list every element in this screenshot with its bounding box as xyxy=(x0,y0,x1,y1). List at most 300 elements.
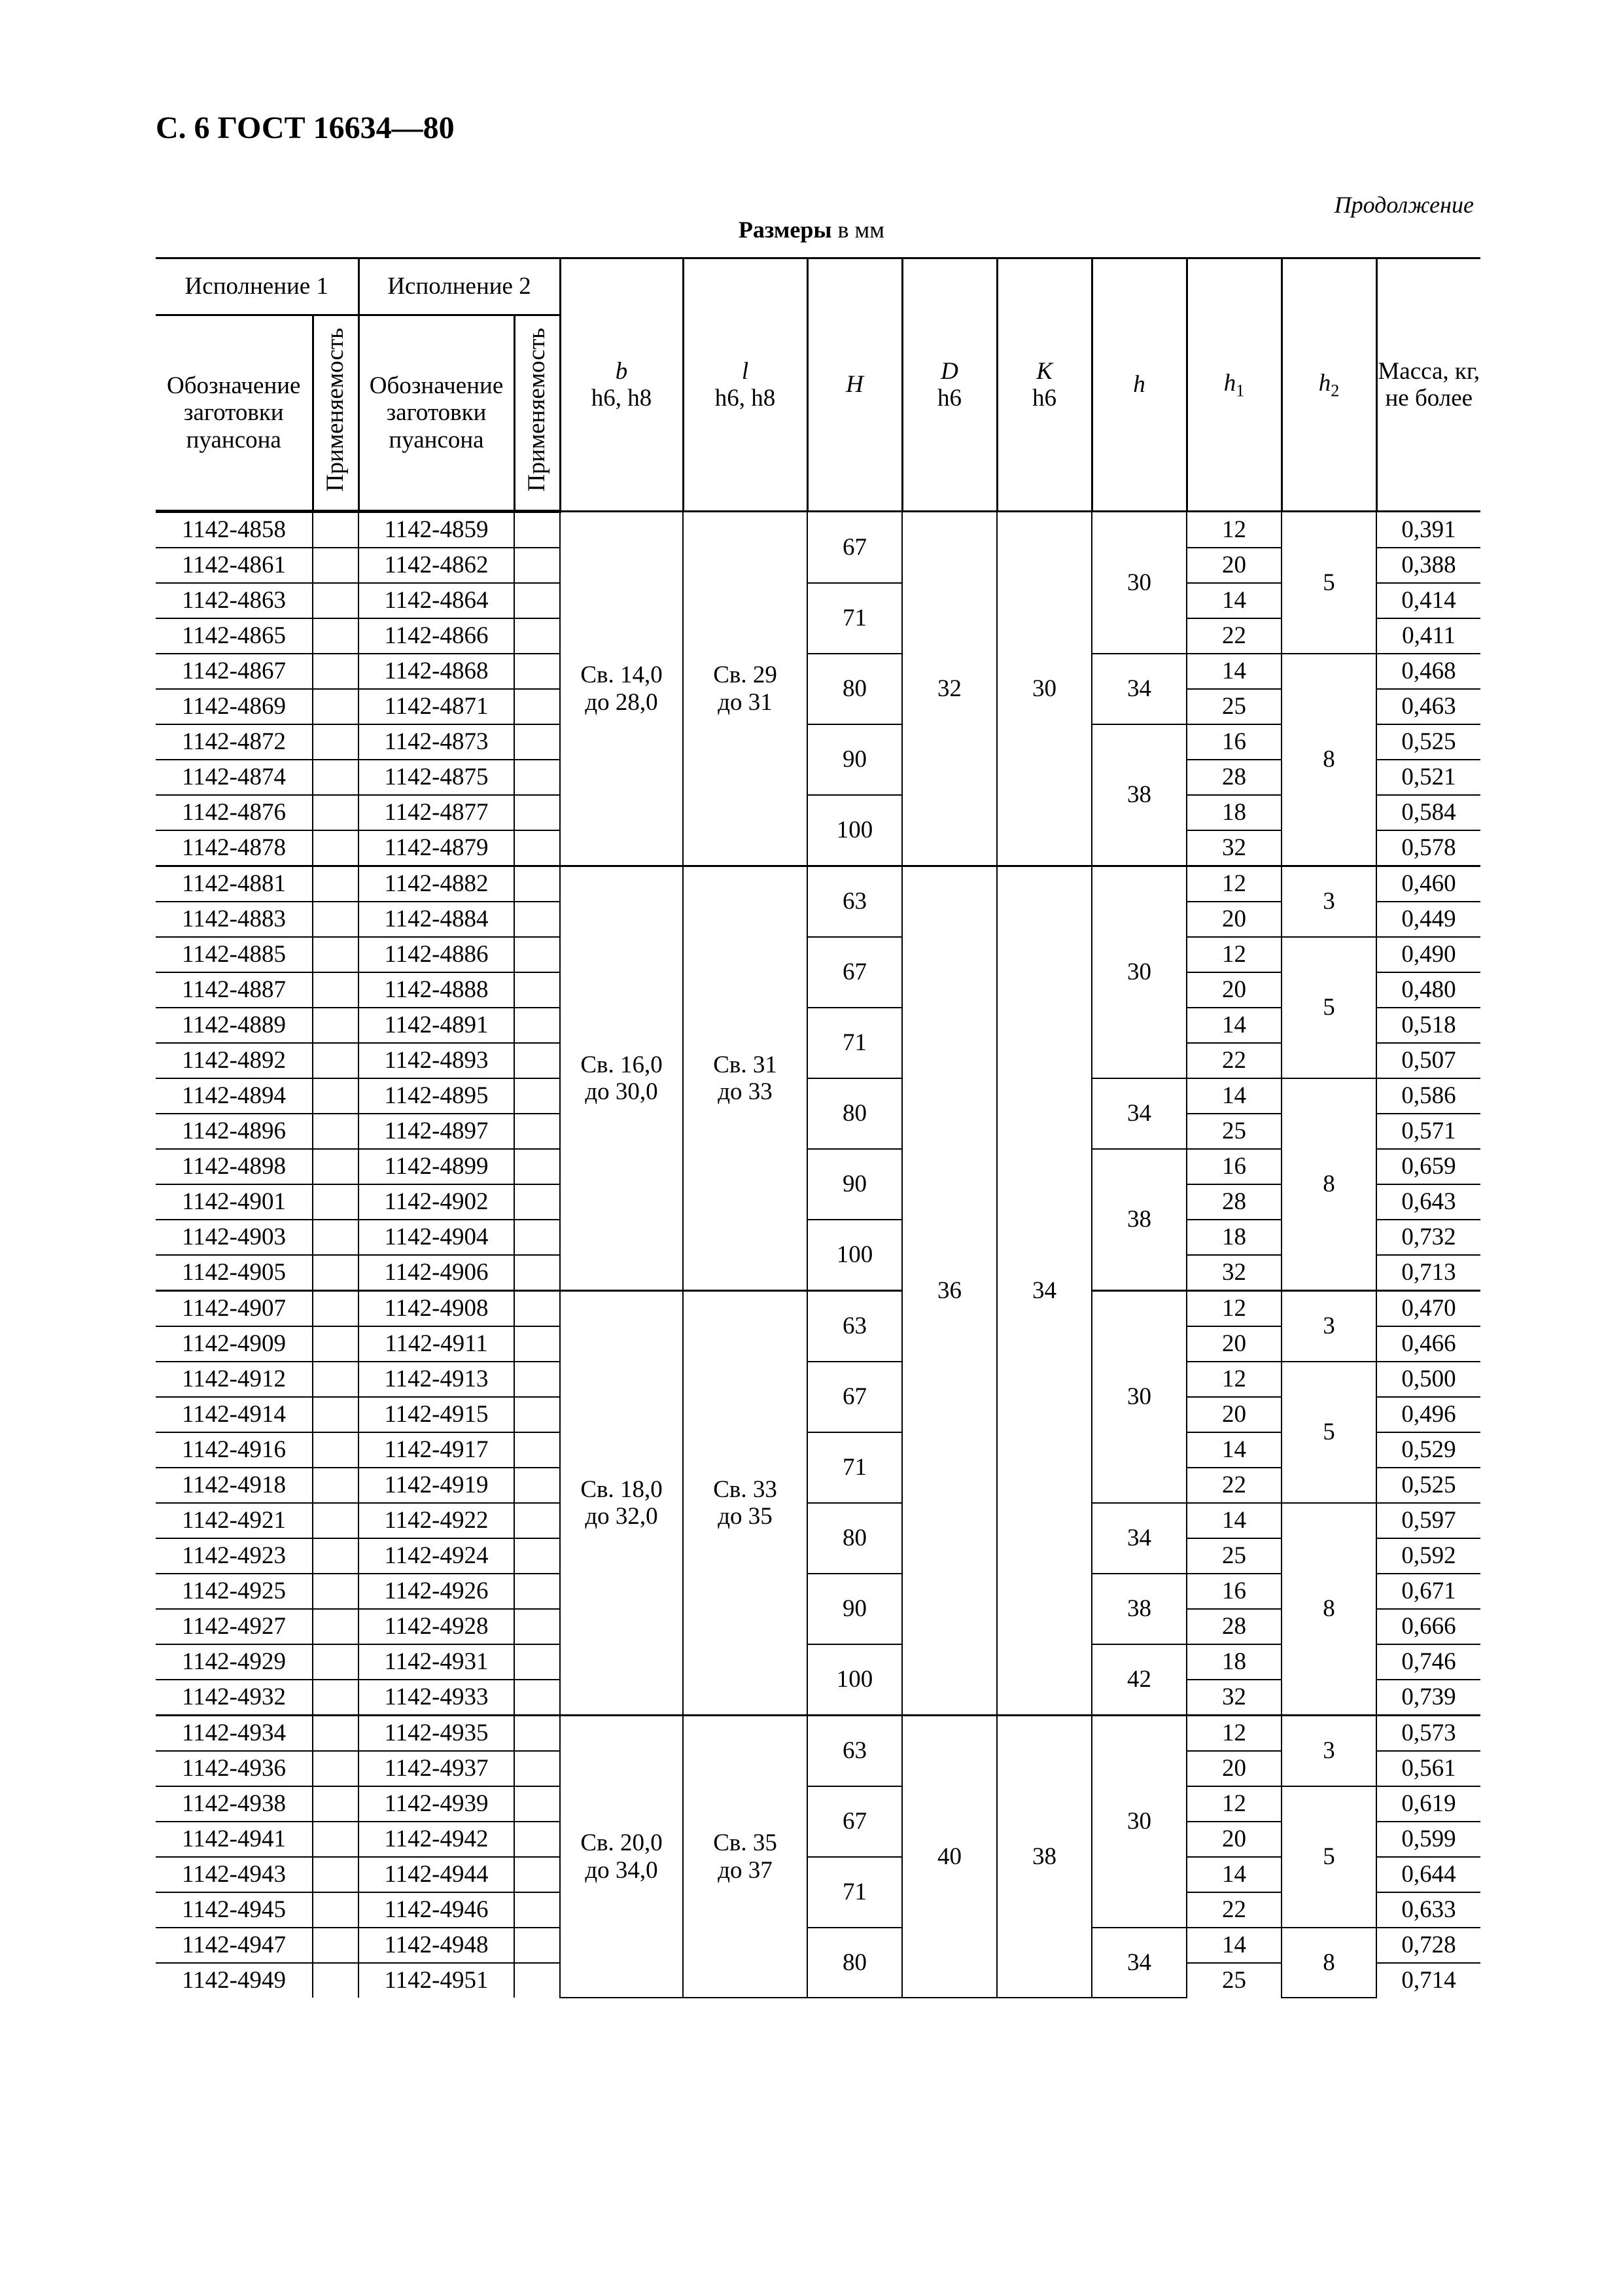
h-value-cell: 30 xyxy=(1092,866,1187,1079)
h1-value-cell: 25 xyxy=(1187,1114,1282,1149)
designation-exec1-cell: 1142-4876 xyxy=(156,795,313,830)
header-execution-2: Исполнение 2 xyxy=(358,258,560,315)
designation-exec1-cell: 1142-4947 xyxy=(156,1928,313,1963)
applicability-exec2-cell xyxy=(514,1220,560,1255)
designation-exec2-cell: 1142-4882 xyxy=(358,866,514,902)
designation-exec2-cell: 1142-4931 xyxy=(358,1644,514,1680)
designation-exec1-cell: 1142-4883 xyxy=(156,902,313,937)
applicability-exec2-cell xyxy=(514,760,560,795)
applicability-exec1-cell xyxy=(313,512,358,548)
table-row xyxy=(156,1716,1480,1752)
table-row xyxy=(156,1503,1480,1538)
h1-value-cell: 16 xyxy=(1187,724,1282,760)
designation-exec1-cell: 1142-4912 xyxy=(156,1362,313,1397)
H-value-cell: 90 xyxy=(807,1149,902,1220)
designation-exec1-cell: 1142-4867 xyxy=(156,654,313,689)
applicability-exec2-cell xyxy=(514,548,560,583)
D-value-cell: 32 xyxy=(902,512,997,866)
mass-value-cell: 0,739 xyxy=(1376,1680,1480,1716)
designation-exec1-cell: 1142-4945 xyxy=(156,1892,313,1928)
header-H xyxy=(807,258,902,512)
h1-value-cell: 18 xyxy=(1187,1644,1282,1680)
applicability-exec1-cell xyxy=(313,654,358,689)
designation-exec1-cell: 1142-4938 xyxy=(156,1786,313,1822)
h-value-cell: 42 xyxy=(1092,1644,1187,1716)
h1-value-cell: 20 xyxy=(1187,548,1282,583)
h-value-cell: 34 xyxy=(1092,1503,1187,1574)
header-l xyxy=(683,258,807,512)
designation-exec2-cell: 1142-4866 xyxy=(358,618,514,654)
designation-exec2-cell: 1142-4922 xyxy=(358,1503,514,1538)
applicability-exec1-cell xyxy=(313,1892,358,1928)
mass-value-cell: 0,500 xyxy=(1376,1362,1480,1397)
mass-value-cell: 0,525 xyxy=(1376,724,1480,760)
mass-value-cell: 0,496 xyxy=(1376,1397,1480,1432)
applicability-exec2-cell xyxy=(514,689,560,724)
h1-value-cell: 22 xyxy=(1187,1043,1282,1078)
applicability-exec2-cell xyxy=(514,795,560,830)
designation-exec1-cell: 1142-4943 xyxy=(156,1857,313,1892)
mass-value-cell: 0,388 xyxy=(1376,548,1480,583)
b-range-cell-line1: Св. 20,0 xyxy=(580,1829,663,1857)
l-range-cell-line2: до 35 xyxy=(718,1503,773,1530)
mass-value-cell: 0,586 xyxy=(1376,1078,1480,1114)
h1-value-cell: 20 xyxy=(1187,1822,1282,1857)
H-value-cell: 67 xyxy=(807,512,902,584)
applicability-exec1-cell xyxy=(313,1680,358,1716)
mass-value-cell: 0,470 xyxy=(1376,1291,1480,1327)
applicability-exec2-cell xyxy=(514,1114,560,1149)
mass-value-cell: 0,659 xyxy=(1376,1149,1480,1184)
h1-value-cell: 28 xyxy=(1187,1609,1282,1644)
h2-value-cell: 5 xyxy=(1282,1786,1376,1928)
mass-value-cell: 0,490 xyxy=(1376,937,1480,972)
mass-value-cell: 0,414 xyxy=(1376,583,1480,618)
h1-value-cell: 16 xyxy=(1187,1149,1282,1184)
designation-exec1-cell: 1142-4907 xyxy=(156,1291,313,1327)
designation-exec1-cell: 1142-4894 xyxy=(156,1078,313,1114)
header-applicability-2 xyxy=(514,315,560,512)
designation-exec1-cell: 1142-4872 xyxy=(156,724,313,760)
designation-exec2-cell: 1142-4911 xyxy=(358,1326,514,1362)
D-value-cell: 40 xyxy=(902,1716,997,1998)
applicability-exec1-cell xyxy=(313,618,358,654)
header-l-tolerance: h6, h8 xyxy=(714,385,776,412)
table-row xyxy=(156,1362,1480,1397)
header-D-tolerance: h6 xyxy=(937,385,962,412)
designation-exec1-cell: 1142-4863 xyxy=(156,583,313,618)
l-range-cell-line1: Св. 29 xyxy=(713,662,777,689)
designation-exec1-cell: 1142-4923 xyxy=(156,1538,313,1574)
b-range-cell xyxy=(560,1291,683,1716)
mass-value-cell: 0,573 xyxy=(1376,1716,1480,1752)
table-row xyxy=(156,512,1480,548)
h2-value-cell: 8 xyxy=(1282,1928,1376,1998)
header-D-symbol: D xyxy=(941,357,958,385)
h1-value-cell: 32 xyxy=(1187,830,1282,866)
header-h xyxy=(1092,258,1187,512)
designation-exec1-cell: 1142-4865 xyxy=(156,618,313,654)
K-value-cell: 34 xyxy=(997,866,1092,1716)
designation-exec2-cell: 1142-4908 xyxy=(358,1291,514,1327)
designation-exec2-cell: 1142-4884 xyxy=(358,902,514,937)
b-range-cell-line1: Св. 14,0 xyxy=(580,662,663,689)
designation-exec1-cell: 1142-4934 xyxy=(156,1716,313,1752)
h1-value-cell: 14 xyxy=(1187,1857,1282,1892)
designation-exec1-cell: 1142-4909 xyxy=(156,1326,313,1362)
designation-exec2-cell: 1142-4897 xyxy=(358,1114,514,1149)
mass-value-cell: 0,507 xyxy=(1376,1043,1480,1078)
designation-exec1-cell: 1142-4901 xyxy=(156,1184,313,1220)
designation-exec2-cell: 1142-4951 xyxy=(384,1967,489,1994)
b-range-cell-line2: до 30,0 xyxy=(585,1078,658,1105)
header-K xyxy=(997,258,1092,512)
designation-exec1-cell: 1142-4881 xyxy=(156,866,313,902)
applicability-exec1-cell xyxy=(313,1857,358,1892)
h1-value-cell: 12 xyxy=(1187,1716,1282,1752)
units-caption xyxy=(0,216,1623,243)
designation-exec2-cell: 1142-4899 xyxy=(358,1149,514,1184)
applicability-exec1-cell xyxy=(313,724,358,760)
applicability-exec2-cell xyxy=(514,1008,560,1043)
h1-value-cell: 20 xyxy=(1187,972,1282,1008)
designation-exec2-cell: 1142-4946 xyxy=(358,1892,514,1928)
header-b-tolerance: h6, h8 xyxy=(591,385,652,412)
b-range-cell-line2: до 32,0 xyxy=(585,1503,658,1530)
designation-exec1-cell: 1142-4885 xyxy=(156,937,313,972)
applicability-exec2-cell xyxy=(514,1538,560,1574)
mass-value-cell: 0,643 xyxy=(1376,1184,1480,1220)
designation-exec2-cell: 1142-4886 xyxy=(358,937,514,972)
header-applicability-1 xyxy=(313,315,358,512)
applicability-exec2-cell xyxy=(514,1468,560,1503)
h-value-cell: 38 xyxy=(1092,1149,1187,1291)
h1-value-cell: 32 xyxy=(1187,1255,1282,1291)
l-range-cell xyxy=(683,512,807,866)
h-value-cell: 34 xyxy=(1092,1928,1187,1998)
h1-value-cell: 32 xyxy=(1187,1680,1282,1716)
mass-value-cell: 0,411 xyxy=(1376,618,1480,654)
designation-exec2-cell: 1142-4935 xyxy=(358,1716,514,1752)
mass-value-cell: 0,466 xyxy=(1376,1326,1480,1362)
header-h2-subscript: 2 xyxy=(1331,381,1340,400)
mass-value-cell: 0,584 xyxy=(1376,795,1480,830)
h1-value-cell: 14 xyxy=(1187,654,1282,689)
applicability-exec1-cell xyxy=(313,1751,358,1786)
table-row xyxy=(156,937,1480,972)
header-h1-subscript: 1 xyxy=(1236,381,1245,400)
table-row xyxy=(156,866,1480,902)
H-value-cell: 71 xyxy=(807,583,902,654)
H-value-cell: 80 xyxy=(807,1503,902,1574)
h1-value-cell: 25 xyxy=(1187,1963,1282,1998)
h1-value-cell: 14 xyxy=(1187,1008,1282,1043)
applicability-exec2-cell xyxy=(514,1644,560,1680)
mass-value-cell: 0,633 xyxy=(1376,1892,1480,1928)
h-value-cell: 38 xyxy=(1092,724,1187,866)
h1-value-cell: 14 xyxy=(1187,1928,1282,1963)
applicability-exec1-cell xyxy=(313,689,358,724)
header-b xyxy=(560,258,683,512)
mass-value-cell: 0,728 xyxy=(1376,1928,1480,1963)
applicability-exec2-cell xyxy=(514,830,560,866)
h2-value-cell: 8 xyxy=(1282,1503,1376,1716)
applicability-exec1-cell xyxy=(313,1432,358,1468)
applicability-exec1-cell xyxy=(313,1397,358,1432)
mass-value-cell: 0,746 xyxy=(1376,1644,1480,1680)
applicability-exec1-cell xyxy=(313,795,358,830)
applicability-exec1-cell xyxy=(313,1149,358,1184)
applicability-exec1-cell xyxy=(313,937,358,972)
designation-exec2-cell: 1142-4937 xyxy=(358,1751,514,1786)
applicability-exec2-cell xyxy=(514,1326,560,1362)
header-designation-2: Обозначение заготовки пуансона xyxy=(358,315,514,512)
header-K-symbol: K xyxy=(1036,357,1053,385)
applicability-exec1-cell xyxy=(313,1043,358,1078)
header-h2-symbol: h xyxy=(1318,369,1331,397)
l-range-cell-line1: Св. 33 xyxy=(713,1475,777,1503)
applicability-exec1-cell xyxy=(313,1114,358,1149)
h1-value-cell: 14 xyxy=(1187,583,1282,618)
designation-exec2-cell: 1142-4924 xyxy=(358,1538,514,1574)
applicability-exec2-cell xyxy=(514,618,560,654)
applicability-exec2-cell xyxy=(514,972,560,1008)
h1-value-cell: 22 xyxy=(1187,1892,1282,1928)
designation-exec1-cell: 1142-4914 xyxy=(156,1397,313,1432)
designation-exec1-cell: 1142-4925 xyxy=(156,1574,313,1609)
designation-exec1-cell: 1142-4918 xyxy=(156,1468,313,1503)
b-range-cell-line1: Св. 16,0 xyxy=(580,1051,663,1078)
applicability-exec1-cell xyxy=(313,1963,358,1998)
applicability-exec1-cell xyxy=(313,1008,358,1043)
header-applicability-1-text: Применяемость xyxy=(322,328,349,492)
table-row xyxy=(156,1928,1480,1963)
page-header: С. 6 ГОСТ 16634—80 xyxy=(156,111,455,145)
mass-value-cell: 0,460 xyxy=(1376,866,1480,902)
h2-value-cell: 3 xyxy=(1282,866,1376,938)
h1-value-cell: 16 xyxy=(1187,1574,1282,1609)
mass-value-cell: 0,529 xyxy=(1376,1432,1480,1468)
designation-exec2-cell: 1142-4933 xyxy=(358,1680,514,1716)
table-row xyxy=(156,654,1480,689)
applicability-exec1-cell xyxy=(313,1184,358,1220)
h1-value-cell: 22 xyxy=(1187,618,1282,654)
applicability-exec1-cell xyxy=(313,972,358,1008)
header-h1-symbol: h xyxy=(1223,369,1236,397)
designation-exec1-cell: 1142-4949 xyxy=(182,1967,286,1994)
units-caption-bold: Размеры xyxy=(738,217,832,243)
applicability-exec1-cell xyxy=(313,902,358,937)
applicability-exec1-cell xyxy=(313,1822,358,1857)
H-value-cell: 67 xyxy=(807,1362,902,1432)
designation-exec2-cell: 1142-4895 xyxy=(358,1078,514,1114)
designation-exec1-cell: 1142-4869 xyxy=(156,689,313,724)
designation-exec2-cell: 1142-4904 xyxy=(358,1220,514,1255)
mass-value-cell: 0,518 xyxy=(1376,1008,1480,1043)
l-range-cell-line1: Св. 31 xyxy=(713,1051,777,1078)
table-row xyxy=(156,1291,1480,1327)
h-value-cell: 34 xyxy=(1092,654,1187,724)
h-value-cell: 30 xyxy=(1092,512,1187,654)
h1-value-cell: 20 xyxy=(1187,1751,1282,1786)
designation-exec1-cell: 1142-4941 xyxy=(156,1822,313,1857)
designation-exec2-cell: 1142-4893 xyxy=(358,1043,514,1078)
H-value-cell: 100 xyxy=(807,795,902,866)
h1-value-cell: 14 xyxy=(1187,1078,1282,1114)
H-value-cell: 63 xyxy=(807,866,902,938)
H-value-cell: 71 xyxy=(807,1008,902,1078)
b-range-cell xyxy=(560,1716,683,1998)
applicability-exec2-cell xyxy=(514,1857,560,1892)
b-range-cell-line1: Св. 18,0 xyxy=(580,1475,663,1503)
h-value-cell: 30 xyxy=(1092,1716,1187,1928)
mass-value-cell: 0,671 xyxy=(1376,1574,1480,1609)
applicability-exec2-cell xyxy=(514,1397,560,1432)
designation-exec2-cell: 1142-4877 xyxy=(358,795,514,830)
applicability-exec2-cell xyxy=(514,1043,560,1078)
mass-value-cell: 0,644 xyxy=(1376,1857,1480,1892)
applicability-exec1-cell xyxy=(313,760,358,795)
h-value-cell: 30 xyxy=(1092,1291,1187,1504)
K-value-cell: 38 xyxy=(997,1716,1092,1998)
designation-exec2-cell: 1142-4875 xyxy=(358,760,514,795)
mass-value-cell: 0,713 xyxy=(1376,1255,1480,1291)
h1-value-cell: 25 xyxy=(1187,1538,1282,1574)
h1-value-cell: 22 xyxy=(1187,1468,1282,1503)
mass-value-cell: 0,599 xyxy=(1376,1822,1480,1857)
H-value-cell: 90 xyxy=(807,724,902,795)
h2-value-cell: 3 xyxy=(1282,1291,1376,1362)
h1-value-cell: 28 xyxy=(1187,760,1282,795)
l-range-cell xyxy=(683,1291,807,1716)
h-value-cell: 38 xyxy=(1092,1574,1187,1644)
applicability-exec1-cell xyxy=(313,1326,358,1362)
designation-exec1-cell: 1142-4858 xyxy=(156,512,313,548)
h-value-cell: 34 xyxy=(1092,1078,1187,1149)
designation-exec1-cell: 1142-4905 xyxy=(156,1255,313,1291)
H-value-cell: 67 xyxy=(807,937,902,1008)
designation-exec1-cell: 1142-4921 xyxy=(156,1503,313,1538)
l-range-cell xyxy=(683,866,807,1291)
mass-value-cell: 0,521 xyxy=(1376,760,1480,795)
h1-value-cell: 28 xyxy=(1187,1184,1282,1220)
l-range-cell xyxy=(683,1716,807,1998)
b-range-cell-line2: до 28,0 xyxy=(585,688,658,716)
applicability-exec2-cell xyxy=(514,1078,560,1114)
header-execution-1: Исполнение 1 xyxy=(156,258,358,315)
designation-exec2-cell: 1142-4913 xyxy=(358,1362,514,1397)
continuation-label: Продолжение xyxy=(1334,192,1474,218)
applicability-exec2-cell xyxy=(514,654,560,689)
designation-exec1-cell: 1142-4878 xyxy=(156,830,313,866)
header-D xyxy=(902,258,997,512)
l-range-cell-line2: до 31 xyxy=(718,688,773,716)
designation-exec1-cell: 1142-4887 xyxy=(156,972,313,1008)
designation-exec1-cell: 1142-4932 xyxy=(156,1680,313,1716)
h1-value-cell: 20 xyxy=(1187,1326,1282,1362)
mass-value-cell: 0,463 xyxy=(1376,689,1480,724)
applicability-exec2-cell xyxy=(514,1609,560,1644)
h1-value-cell: 12 xyxy=(1187,1786,1282,1822)
designation-exec2-cell: 1142-4888 xyxy=(358,972,514,1008)
H-value-cell: 71 xyxy=(807,1857,902,1928)
designation-exec1-cell: 1142-4927 xyxy=(156,1609,313,1644)
designation-exec1-cell: 1142-4861 xyxy=(156,548,313,583)
designation-exec2-cell: 1142-4915 xyxy=(358,1397,514,1432)
header-h-symbol: h xyxy=(1133,371,1145,398)
mass-value-cell: 0,571 xyxy=(1376,1114,1480,1149)
h2-value-cell: 8 xyxy=(1282,654,1376,866)
table-row xyxy=(156,1786,1480,1822)
applicability-exec2-cell xyxy=(514,1184,560,1220)
header-applicability-2-text: Применяемость xyxy=(523,328,551,492)
header-mass: Масса, кг, не более xyxy=(1376,258,1480,512)
b-range-cell xyxy=(560,866,683,1291)
designation-exec2-cell: 1142-4864 xyxy=(358,583,514,618)
designation-exec2-cell: 1142-4862 xyxy=(358,548,514,583)
applicability-exec2-cell xyxy=(514,583,560,618)
designation-exec2-cell: 1142-4902 xyxy=(358,1184,514,1220)
b-range-cell xyxy=(560,512,683,866)
l-range-cell-line1: Св. 35 xyxy=(713,1829,777,1857)
H-value-cell: 80 xyxy=(807,1928,902,1998)
designation-exec2-cell: 1142-4891 xyxy=(358,1008,514,1043)
h1-value-cell: 18 xyxy=(1187,795,1282,830)
h1-value-cell: 14 xyxy=(1187,1503,1282,1538)
header-b-symbol: b xyxy=(615,357,628,385)
header-K-tolerance: h6 xyxy=(1032,385,1057,412)
applicability-exec1-cell xyxy=(313,1362,358,1397)
h1-value-cell: 12 xyxy=(1187,512,1282,548)
H-value-cell: 90 xyxy=(807,1574,902,1644)
mass-value-cell: 0,480 xyxy=(1376,972,1480,1008)
designation-exec2-cell: 1142-4868 xyxy=(358,654,514,689)
mass-value-cell: 0,666 xyxy=(1376,1609,1480,1644)
applicability-exec2-cell xyxy=(514,1892,560,1928)
applicability-exec2-cell xyxy=(514,1751,560,1786)
H-value-cell: 67 xyxy=(807,1786,902,1857)
applicability-exec1-cell xyxy=(313,830,358,866)
applicability-exec1-cell xyxy=(313,1503,358,1538)
designation-exec2-cell: 1142-4873 xyxy=(358,724,514,760)
applicability-exec2-cell xyxy=(514,512,560,548)
designation-exec2-cell: 1142-4948 xyxy=(358,1928,514,1963)
designation-exec2-cell: 1142-4871 xyxy=(358,689,514,724)
h1-value-cell: 12 xyxy=(1187,937,1282,972)
applicability-exec2-cell xyxy=(514,1716,560,1752)
mass-value-cell: 0,561 xyxy=(1376,1751,1480,1786)
designation-exec1-cell: 1142-4889 xyxy=(156,1008,313,1043)
applicability-exec2-cell xyxy=(514,1149,560,1184)
header-l-symbol: l xyxy=(741,357,749,385)
designation-exec1-cell: 1142-4936 xyxy=(156,1751,313,1786)
applicability-exec1-cell xyxy=(313,548,358,583)
units-caption-rest: в мм xyxy=(831,217,885,243)
designation-exec1-cell: 1142-4892 xyxy=(156,1043,313,1078)
h2-value-cell: 5 xyxy=(1282,1362,1376,1503)
H-value-cell: 71 xyxy=(807,1432,902,1503)
applicability-exec1-cell xyxy=(313,583,358,618)
h1-value-cell: 20 xyxy=(1187,1397,1282,1432)
mass-value-cell: 0,592 xyxy=(1376,1538,1480,1574)
h2-value-cell: 5 xyxy=(1282,937,1376,1078)
designation-exec2-cell: 1142-4939 xyxy=(358,1786,514,1822)
designation-exec1-cell: 1142-4929 xyxy=(156,1644,313,1680)
l-range-cell-line2: до 37 xyxy=(718,1856,773,1884)
table-body xyxy=(156,512,1480,1998)
applicability-exec1-cell xyxy=(313,1786,358,1822)
mass-value-cell: 0,619 xyxy=(1376,1786,1480,1822)
